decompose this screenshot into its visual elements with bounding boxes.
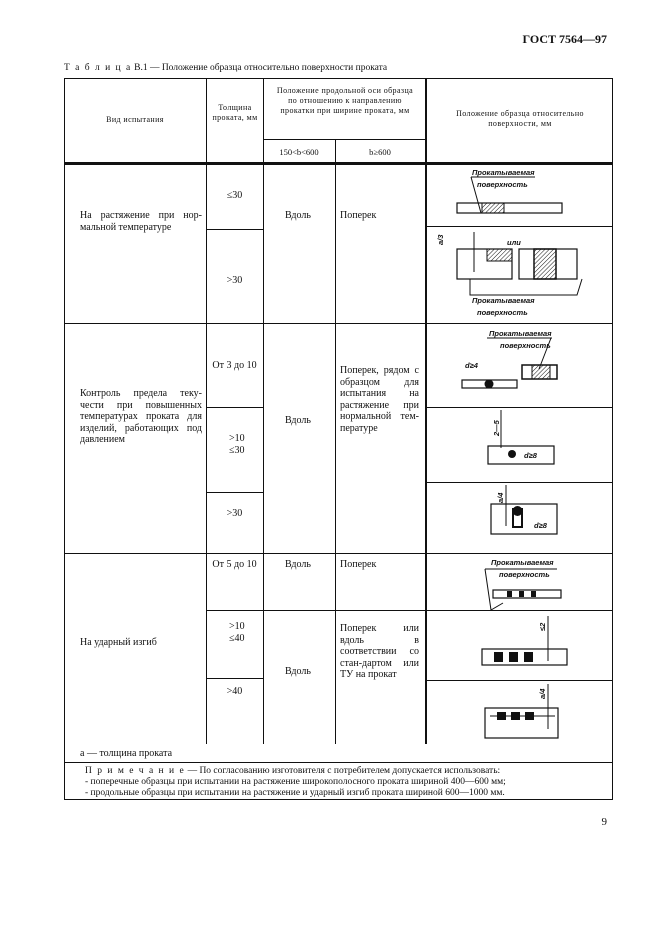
row1-width-1: Вдоль bbox=[285, 210, 311, 221]
row3-thickness-3: >40 bbox=[226, 686, 243, 697]
diagram-tensile-thin bbox=[427, 165, 612, 226]
col-header-width-1: 150<b<600 bbox=[279, 147, 319, 157]
row2-test-type: Контроль предела теку-чести при повышенных температурах проката для изделий, работающих под давлением bbox=[80, 388, 202, 445]
label-2: ≤2 bbox=[538, 622, 547, 631]
row3-width-2-a: Поперек bbox=[340, 559, 377, 570]
label-a4: a/4 bbox=[496, 492, 505, 503]
col-header-width-2: b≥600 bbox=[369, 147, 391, 157]
row2-thickness-3: >30 bbox=[226, 508, 243, 519]
footnote bbox=[80, 748, 172, 760]
diagram-yield-thick bbox=[427, 483, 612, 553]
label-surface: поверхность bbox=[500, 341, 551, 350]
note-item: - продольные образцы при испытании на растяжение и ударный изгиб проката шириной 600—1000 мм. bbox=[85, 788, 505, 798]
document-code: ГОСТ 7564—97 bbox=[522, 32, 607, 46]
label-2-5: 2—5 bbox=[492, 420, 501, 436]
note-intro bbox=[85, 766, 506, 777]
label-a3: a/3 bbox=[436, 234, 445, 245]
row1-width-2: Поперек bbox=[340, 210, 377, 221]
caption-prefix: Т а б л и ц а bbox=[64, 63, 132, 73]
label-d8: d≥8 bbox=[534, 521, 547, 530]
label-surface: поверхность bbox=[477, 180, 528, 189]
row3-thickness-1: От 5 до 10 bbox=[212, 559, 257, 570]
row2-width-1: Вдоль bbox=[285, 415, 311, 426]
row3-test-type: На ударный изгиб bbox=[80, 637, 157, 648]
label-rolled-surface: Прокатываемая bbox=[472, 168, 535, 177]
label-a4: a/4 bbox=[538, 688, 547, 699]
row3-thickness-2: >10 ≤40 bbox=[229, 621, 245, 644]
row2-thickness-2: >10 ≤30 bbox=[229, 433, 245, 456]
note-intro-text: — По согласованию изготовителя с потребителем допускается использовать: bbox=[187, 766, 501, 776]
row3-width-2: Поперек или вдоль в соответствии со стан-дартом или ТУ на прокат bbox=[340, 623, 419, 680]
label-rolled-surface: Прокатываемая bbox=[472, 296, 535, 305]
col-header-sample-position: Положение образца относительно поверхности, мм bbox=[456, 109, 584, 128]
diagram-yield-mid bbox=[427, 408, 612, 482]
diagram-impact-thick bbox=[427, 681, 612, 743]
note-prefix: П р и м е ч а н и е bbox=[85, 766, 186, 776]
row1-test-type: На растяжение при нор-мальной температуре bbox=[80, 210, 202, 233]
diagram-tensile-thick bbox=[427, 227, 612, 322]
diagram-yield-thin bbox=[427, 324, 612, 407]
row3-width-1-a: Вдоль bbox=[285, 559, 311, 570]
diagram-impact-thin bbox=[427, 555, 612, 610]
note bbox=[85, 766, 506, 799]
footnote-text: a — толщина проката bbox=[80, 748, 173, 759]
row1-thickness-1: ≤30 bbox=[226, 190, 243, 201]
row1-thickness-2: >30 bbox=[226, 275, 243, 286]
note-item: - поперечные образцы при испытании на растяжение широкополосного проката шириной 400—600 мм; bbox=[85, 777, 506, 787]
label-surface: поверхность bbox=[499, 570, 550, 579]
label-d8: d≥8 bbox=[524, 451, 537, 460]
col-header-thickness: Толщина проката, мм bbox=[212, 103, 258, 122]
col-header-axis-position: Положение продольной оси образца по отношению к направлению прокатки при ширине проката, мм bbox=[276, 86, 414, 115]
diagram-impact-mid bbox=[427, 611, 612, 680]
row3-width-1: Вдоль bbox=[285, 666, 311, 677]
col-header-test-type: Вид испытания bbox=[106, 115, 164, 124]
caption-text: В.1 — Положение образца относительно поверхности проката bbox=[134, 63, 388, 73]
label-d4: d≥4 bbox=[465, 361, 478, 370]
label-rolled-surface: Прокатываемая bbox=[489, 329, 552, 338]
row2-width-2: Поперек, рядом с образцом для испытания на растяжение при нормальной тем-пературе bbox=[340, 365, 419, 434]
label-or: или bbox=[507, 238, 521, 247]
label-rolled-surface: Прокатываемая bbox=[491, 558, 554, 567]
page-number: 9 bbox=[601, 816, 607, 828]
row2-thickness-1: От 3 до 10 bbox=[212, 360, 257, 371]
label-surface: поверхность bbox=[477, 308, 528, 317]
table-caption bbox=[64, 63, 387, 75]
